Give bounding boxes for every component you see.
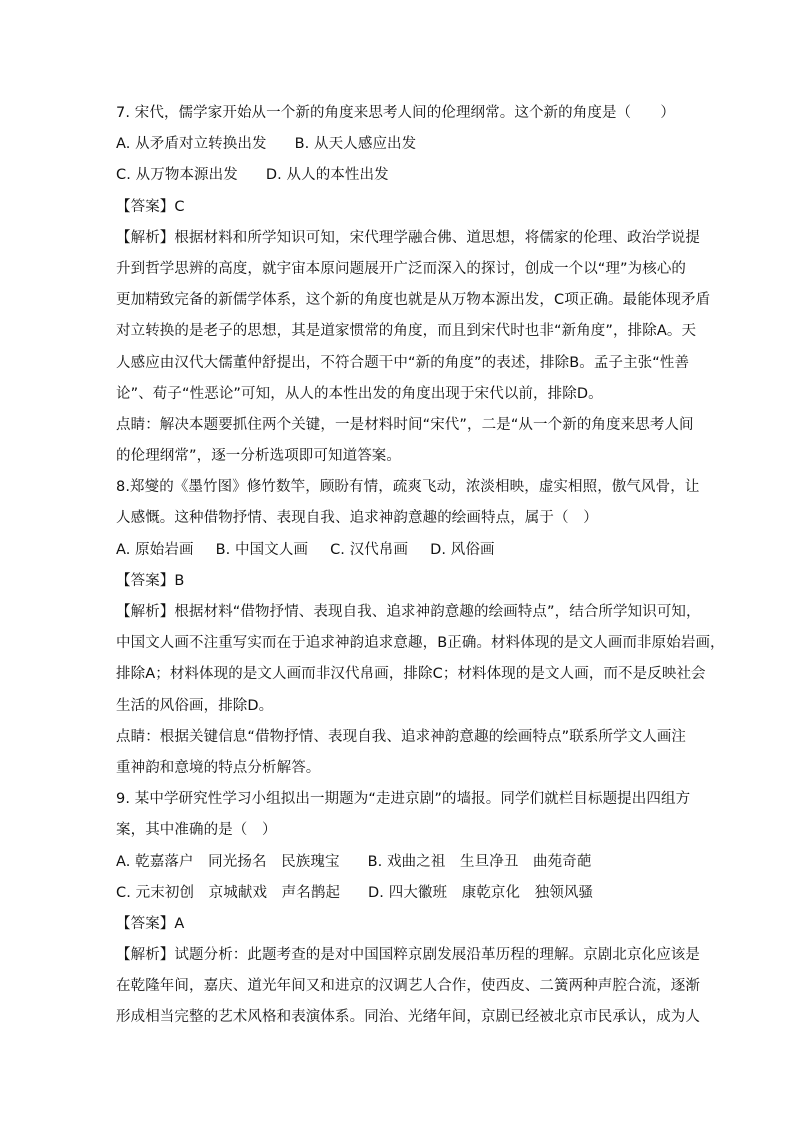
q7-option-a: A. 从矛盾对立转换出发 (116, 136, 267, 153)
q7-option-b: B. 从天人感应出发 (294, 136, 417, 153)
q7-analysis-line: 论”、荀子“性恶论”可知，从人的本性出发的角度出现于宋代以前，排除D。 (116, 385, 603, 402)
q7-tip-line: 的伦理纲常”，逐一分析选项即可知道答案。 (116, 448, 402, 465)
q9-option-c: C. 元末初创 京城献戏 声名鹊起 (116, 884, 341, 901)
q7-analysis-line: 【解析】根据材料和所学知识可知，宋代理学融合佛、道思想，将儒家的伦理、政治学说提 (116, 229, 700, 246)
q7-options-row-1 (116, 129, 682, 160)
q9-options-row-2 (116, 878, 682, 909)
q7-options-row-2 (116, 160, 682, 191)
q9-analysis-line: 【解析】试题分析：此题考查的是对中国国粹京剧发展沿革历程的理解。京剧北京化应该是 (116, 947, 700, 964)
q9-options-row-1 (116, 847, 682, 878)
q8-analysis-line: 中国文人画不注重写实而在于追求神韵追求意趣，B正确。材料体现的是文人画而非原始岩画， (116, 635, 725, 652)
q9-analysis-line: 在乾隆年间，嘉庆、道光年间又和进京的汉调艺人合作，使西皮、二簧两种声腔合流，逐渐 (116, 978, 700, 995)
q8-option-a: A. 原始岩画 (116, 541, 194, 558)
q8-option-d: D. 风俗画 (430, 541, 495, 558)
q7-analysis-line: 升到哲学思辨的高度，就宇宙本原问题展开广泛而深入的探讨，创成一个以“理”为核心的 (116, 260, 687, 277)
q7-stem: 7. 宋代，儒学家开始从一个新的角度来思考人间的伦理纲常。这个新的角度是（ ） (116, 105, 675, 121)
q8-option-c: C. 汉代帛画 (330, 541, 409, 558)
q9-option-b: B. 戏曲之祖 生旦净丑 曲苑奇葩 (367, 853, 592, 870)
q9-option-d: D. 四大徽班 康乾京化 独领风骚 (368, 884, 594, 901)
q9-answer: 【答案】A (116, 915, 185, 932)
q8-stem-line: 人感慨。这种借物抒情、表现自我、追求神韵意趣的绘画特点，属于（ ） (116, 510, 598, 527)
q8-answer: 【答案】B (116, 572, 185, 589)
q8-analysis-line: 【解析】根据材料“借物抒情、表现自我、追求神韵意趣的绘画特点”，结合所学知识可知， (116, 604, 701, 620)
q7-analysis-line: 更加精致完备的新儒学体系，这个新的角度也就是从万物本源出发，C项正确。最能体现矛盾 (116, 292, 711, 309)
q7-analysis-line: 对立转换的是老子的思想，其是道家惯常的角度，而且到宋代时也非“新角度”，排除A。天 (116, 323, 697, 340)
q9-option-a: A. 乾嘉落户 同光扬名 民族瑰宝 (116, 853, 340, 870)
q7-analysis-line: 人感应由汉代大儒董仲舒提出，不符合题干中“新的角度”的表述，排除B。孟子主张“性善 (116, 354, 690, 371)
q8-stem-line: 8.郑燮的《墨竹图》修竹数竿，顾盼有情，疏爽飞动，浓淡相映，虚实相照，傲气风骨，让 (116, 479, 700, 496)
q8-analysis-line: 排除A；材料体现的是文人画而非汉代帛画，排除C；材料体现的是文人画，而不是反映社会 (116, 666, 706, 683)
q8-tip-line: 重神韵和意境的特点分析解答。 (116, 759, 321, 776)
q7-option-d: D. 从人的本性出发 (265, 167, 389, 184)
q8-options-row (116, 535, 682, 566)
q7-answer: 【答案】C (116, 198, 185, 215)
q7-option-c: C. 从万物本源出发 (116, 167, 238, 184)
document-body (116, 98, 725, 1034)
q7-tip-line: 点睛：解决本题要抓住两个关键，一是材料时间“宋代”，二是“从一个新的角度来思考人间 (116, 416, 694, 433)
q9-stem-line: 案，其中准确的是（ ） (116, 822, 277, 839)
q9-stem-line: 9. 某中学研究性学习小组拟出一期题为“走进京剧”的墙报。同学们就栏目标题提出四组方 (116, 791, 691, 808)
q9-analysis-line: 形成相当完整的艺术风格和表演体系。同治、光绪年间，京剧已经被北京市民承认，成为人 (116, 1009, 700, 1026)
q8-tip-line: 点睛：根据关键信息“借物抒情、表现自我、追求神韵意趣的绘画特点”联系所学文人画注 (116, 728, 687, 745)
q8-analysis-line: 生活的风俗画，排除D。 (116, 697, 274, 714)
q8-option-b: B. 中国文人画 (215, 541, 309, 558)
